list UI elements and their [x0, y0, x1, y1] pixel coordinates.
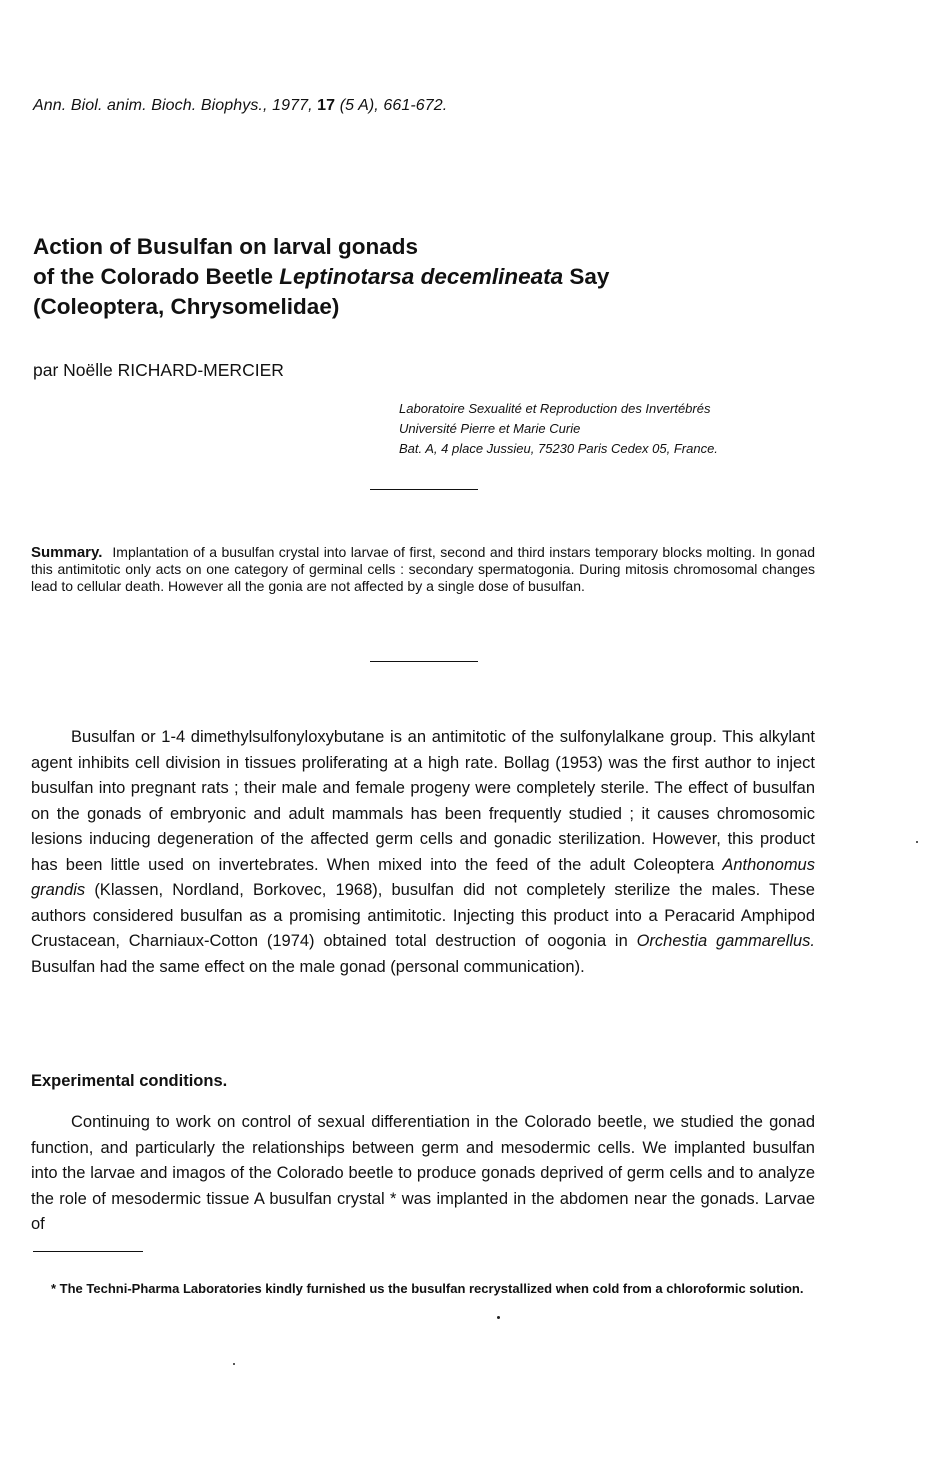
- citation-journal: Ann. Biol. anim. Bioch. Biophys.,: [33, 97, 268, 114]
- intro-paragraph: [31, 725, 815, 980]
- author-name: par Noëlle RICHARD-MERCIER: [33, 360, 284, 380]
- section-heading: Experimental conditions.: [31, 1072, 228, 1090]
- title-line-2-suffix: Say: [569, 264, 610, 289]
- scan-speck: [497, 1316, 500, 1319]
- paper-title: [33, 232, 893, 322]
- footnote-rule: [33, 1251, 143, 1252]
- title-line-3: (Coleoptera, Chrysomelidae): [33, 294, 340, 319]
- footnote: * The Techni-Pharma Laboratories kindly furnished us the busulfan recrystallized when cold from a chloroformic solution.: [51, 1281, 804, 1296]
- citation-issue-pages: (5 A), 661-672.: [339, 97, 448, 114]
- journal-citation: [33, 97, 447, 115]
- intro-species-1: Anthonomus grandis: [31, 855, 815, 899]
- citation-volume: 17: [317, 97, 336, 114]
- summary-block: [31, 544, 815, 595]
- intro-species-2: Orchestia gammarellus.: [636, 932, 816, 950]
- title-line-2-prefix: of the Colorado Beetle: [33, 264, 274, 289]
- affiliation-address: Bat. A, 4 place Jussieu, 75230 Paris Cedex 05, France.: [399, 441, 718, 456]
- scan-speck: [233, 1363, 235, 1365]
- separator-rule-bottom: [370, 661, 478, 662]
- section-text: Continuing to work on control of sexual differentiation in the Colorado beetle, we studied the gonad function, and particularly the relationships between germ and mesodermic cells. We implanted busulfan into the larvae and imagos of the Colorado beetle to produce gonads deprived of germ cells and to analyze the role of mesodermic tissue A busulfan crystal * was implanted in the abdomen near the gonads. Larvae of: [31, 1113, 815, 1233]
- affiliation: [399, 399, 718, 459]
- affiliation-university: Université Pierre et Marie Curie: [399, 421, 581, 436]
- separator-rule-top: [370, 489, 478, 490]
- citation-year: 1977,: [272, 97, 313, 114]
- affiliation-lab: Laboratoire Sexualité et Reproduction des Invertébrés: [399, 401, 711, 416]
- title-species: Leptinotarsa decemlineata: [279, 264, 564, 289]
- section-paragraph: [31, 1110, 815, 1238]
- summary-text: Implantation of a busulfan crystal into larvae of first, second and third instars temporary blocks molting. In gonad this antimitotic only acts on one category of germinal cells : secondary spermatogonia. During mitosis chromosomal changes lead to cellular death. However all the gonia are not affected by a single dose of busulfan.: [31, 544, 815, 594]
- scan-speck: [916, 841, 918, 843]
- intro-text-1: Busulfan or 1-4 dimethylsulfonyloxybutane is an antimitotic of the sulfonylalkane group. This alkylant agent inhibits cell division in tissues proliferating at a high rate. Bollag (1953) was the first author to inject busulfan into pregnant rats ; their male and female progeny were completely sterile. The effect of busulfan on the gonads of embryonic and adult mammals has been frequently studied ; it causes chromosomic lesions inducing degeneration of the affected germ cells and gonadic sterilization. However, this product has been little used on invertebrates. When mixed into the feed of the adult Coleoptera: [31, 728, 815, 874]
- intro-text-2: (Klassen, Nordland, Borkovec, 1968), busulfan did not completely sterilize the males. These authors considered busulfan as a promising antimitotic. Injecting this product into a Peracarid Amphipod Crustacean, Charniaux-Cotton (1974) obtained total destruction of oogonia in: [31, 881, 815, 950]
- title-line-2: [33, 262, 893, 292]
- summary-label: Summary.: [31, 544, 103, 561]
- title-line-1: Action of Busulfan on larval gonads: [33, 234, 419, 259]
- intro-text-3: Busulfan had the same effect on the male gonad (personal communication).: [31, 957, 585, 976]
